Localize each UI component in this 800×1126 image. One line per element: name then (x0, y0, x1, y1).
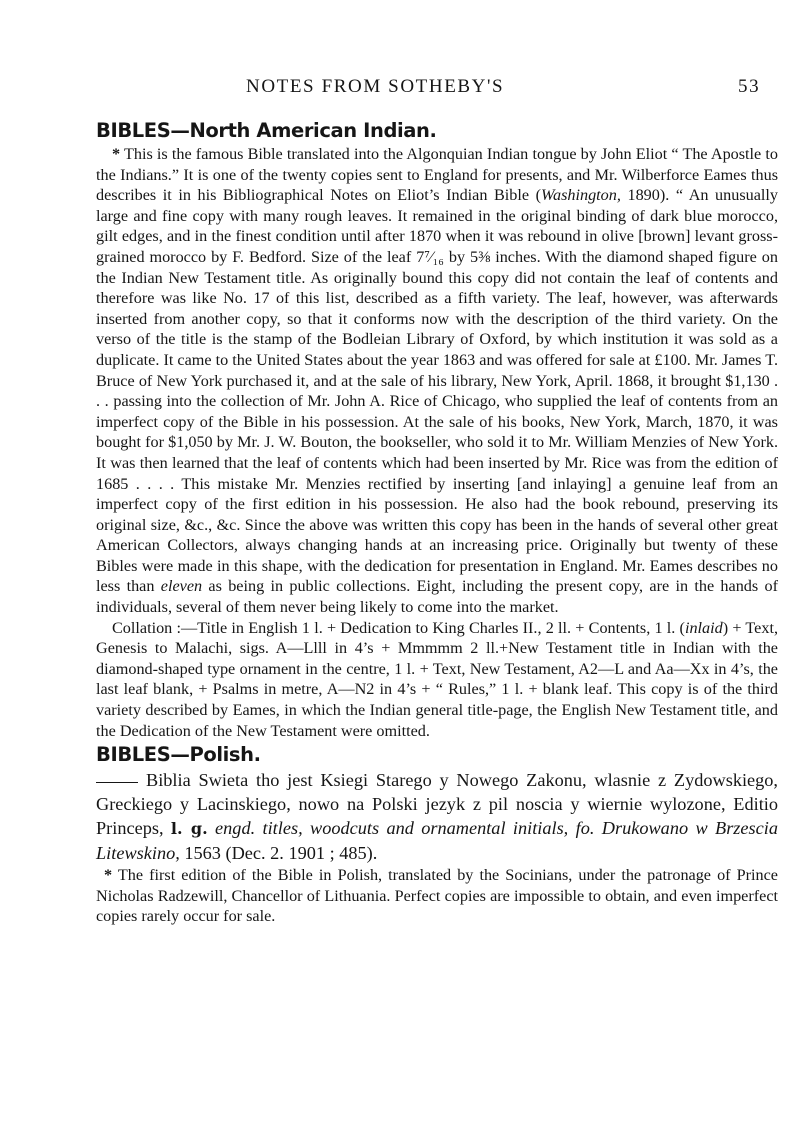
note-text: as being in public collections. Eight, including the present copy, are in the hands of individuals, several of them never being likely to come into the market. (96, 577, 778, 617)
catalogue-entry (96, 768, 778, 865)
section-heading: BIBLES—Polish. (96, 743, 261, 767)
entry-text: 1563 (Dec. 2. 1901 ; 485). (179, 843, 378, 864)
blackletter-abbrev: l. g. (170, 819, 208, 839)
collation-text: Collation :—Title in English 1 l. + Dedication to King Charles II., 2 ll. + Contents, 1 l. ( (112, 618, 685, 637)
section-polish (96, 744, 778, 927)
note-italic: Washington, (541, 186, 621, 205)
collation-italic: inlaid (684, 618, 723, 637)
collation-paragraph (96, 618, 778, 742)
section-north-american-indian (96, 120, 778, 741)
running-title: NOTES FROM SOTHEBY'S (246, 76, 505, 97)
note-text: 1890). “ An unusually large and fine copy with many rough leaves. It remained in the original binding of dark blue morocco, gilt edges, and in the finest condition until after 1870 when it was rebound in olive [brown] levant gross-grained morocco by F. Bedford. Size of the leaf 7⁷⁄₁₆ by 5⅜ inches. With the diamond shaped figure on the Indian New Testament title. As originally bound this copy did not contain the leaf of contents and therefore was like No. 17 of this list, described as a fifth variety. The leaf, however, was afterwards inserted from another copy, so that it conforms now with the description of the third variety. On the verso of the title is the stamp of the Bodleian Library of Oxford, by which institution it was sold as a duplicate. It came to the United States about the year 1863 and was offered for sale at £100. Mr. James T. Bruce of New York purchased it, and at the sale of his library, New York, April. 1868, it brought $1,130 . . . passing into the collection of Mr. John A. Rice of Chicago, who supplied the leaf of contents from an imperfect copy of the Bible in his possession. At the sale of his books, New York, March, 1870, it was bought for $1,050 by Mr. J. W. Bouton, the bookseller, who sold it to Mr. William Menzies of New York. It was then learned that the leaf of contents which had been inserted by Mr. Rice was from the edition of 1685 . . . . This mistake Mr. Menzies rectified by inserting [and inlaying] a genuine leaf from an imperfect copy of the first edition in his possession. He also had the book rebound, preserving its original size, &c., &c. Since the above was written this copy has been in the hands of several other great American Collectors, always changing hands at an increasing price. Originally but twenty of these Bibles were made in this shape, with the dedication for presentation in England. Mr. Eames describes no less than (96, 186, 778, 596)
collation-text: ) + Text, Genesis to Malachi, sigs. A—Llll in 4’s + Mmmmm 2 ll.+New Testament title in Indian with the diamond-shaped type ornament in the centre, 1 l. + Text, New Testament, A2—L and Aa—Xx in 4’s, the last leaf blank, + Psalms in metre, A—N2 in 4’s + “ Rules,” 1 l. + blank leaf. This copy is of the third variety described by Eames, in which the Indian general title-page, the English New Testament title, and the Dedication of the New Testament were omitted. (96, 618, 778, 740)
note-italic: eleven (160, 577, 203, 596)
note-text: This is the famous Bible translated into the Algonquian Indian tongue by John Eliot “ The Apostle to the Indians.” It is one of the twenty copies sent to England for presents, and Mr. Wilberforce Eames thus describes it in his Bibliographical Notes on Eliot’s Indian Bible ( (96, 145, 778, 205)
page-content (96, 120, 778, 927)
page-number: 53 (738, 76, 761, 97)
note-paragraph (96, 865, 778, 927)
section-heading: BIBLES—North American Indian. (96, 119, 437, 142)
asterisk-marker: * (112, 145, 121, 163)
asterisk-marker: * (104, 866, 113, 885)
note-text: The first edition of the Bible in Polish, translated by the Socinians, under the patronage of Prince Nicholas Radzewill, Chancellor of Lithuania. Perfect copies are impossible to obtain, and even imperfect copies rarely occur for sale. (96, 866, 778, 926)
entry-italic: engd. titles, woodcuts and ornamental initials, fo. Drukowano w Brzescia Litewskino, (96, 818, 778, 864)
ditto-dash (96, 782, 138, 783)
entry-text: Biblia Swieta tho jest Ksiegi Starego y Nowego Zakonu, wlasnie z Zydowskiego, Greckiego y Lacinskiego, nowo na Polski jezyk z pil noscia y wiernie wylozone, Editio Princeps, (96, 770, 778, 839)
note-paragraph (96, 144, 778, 618)
